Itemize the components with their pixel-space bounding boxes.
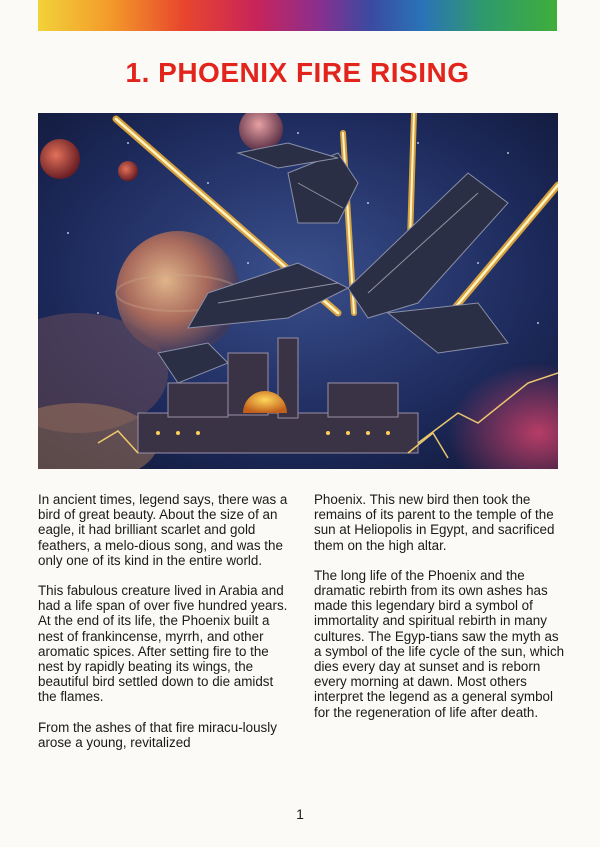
rainbow-header-bar	[38, 0, 557, 31]
left-text-column	[38, 492, 293, 765]
paragraph: The long life of the Phoenix and the dramatic rebirth from its own ashes has made this legendary bird a symbol of immortality and spiritual rebirth in many cultures. The Egyp-tians saw the myth as a symbol of the life cycle of the sun, which dies every day at sunset and is reborn every morning at dawn. Most others interpret the legend as a general symbol for the regeneration of life after death.	[314, 567, 565, 720]
page-number: 1	[296, 806, 304, 822]
paragraph: Phoenix. This new bird then took the remains of its parent to the temple of the sun at Heliopolis in Egypt, and sacrificed them on the high altar.	[314, 492, 555, 553]
paragraph: This fabulous creature lived in Arabia and had a life span of over five hundred years. At the end of its life, the Phoenix built a nest of frankincense, myrrh, and other aromatic spices. After setting fire to the nest by rapidly beating its wings, the beautiful bird settled down to die amidst the flames.	[38, 583, 288, 705]
page-title: 1. PHOENIX FIRE RISING	[125, 57, 470, 88]
right-text-column	[314, 492, 569, 735]
paragraph: From the ashes of that fire miracu-lously arose a young, revitalized	[38, 719, 277, 750]
paragraph: In ancient times, legend says, there was a bird of great beauty. About the size of an eagle, it had brilliant scarlet and gold feathers, a melo-dious song, and was the only one of its kind in the entire world.	[38, 492, 288, 568]
phoenix-illustration	[38, 113, 558, 469]
